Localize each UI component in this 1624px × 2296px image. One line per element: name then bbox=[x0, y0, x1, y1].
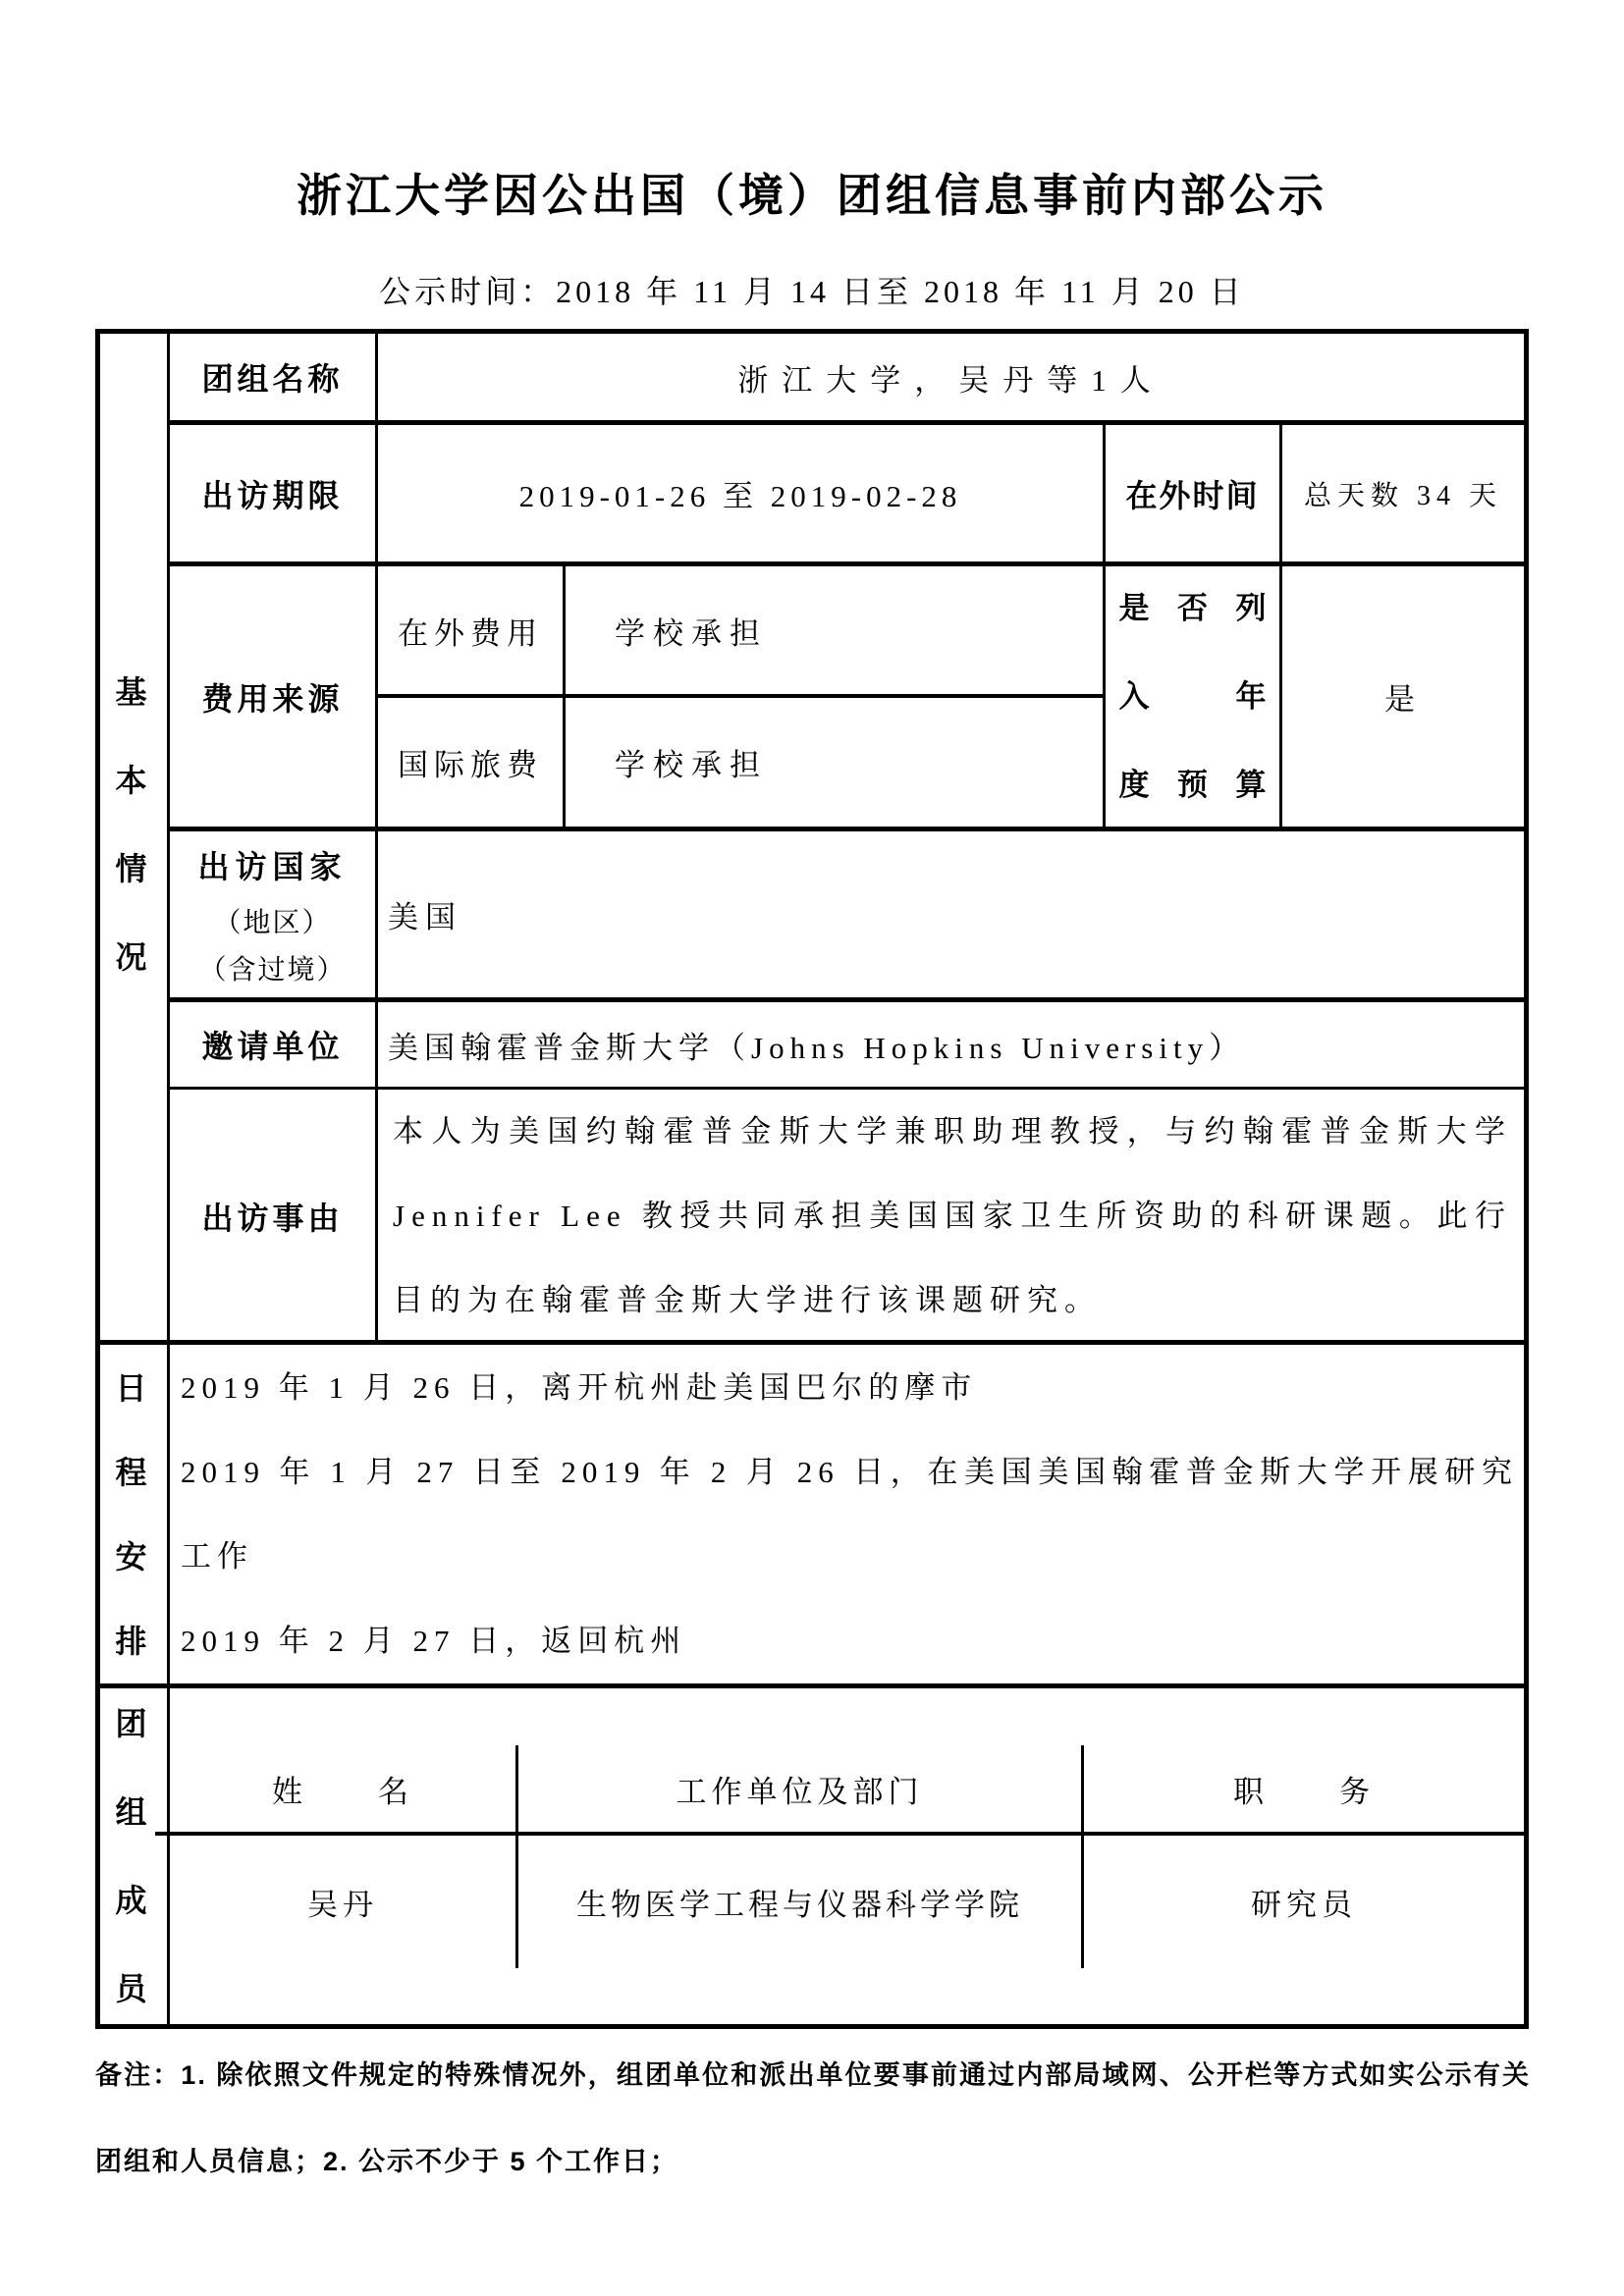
members-header-name: 姓 名 bbox=[272, 1774, 413, 1809]
member-name: 吴丹 bbox=[307, 1888, 378, 1922]
schedule-item: 2019 年 2 月 27 日，返回杭州 bbox=[181, 1623, 687, 1658]
funding-abroad-label: 在外费用 bbox=[398, 615, 543, 651]
members-header-unit: 工作单位及部门 bbox=[676, 1774, 924, 1809]
funding-intl-label: 国际旅费 bbox=[398, 748, 543, 782]
footnote: 备注：1. 除依照文件规定的特殊情况外，组团单位和派出单位要事前通过内部局域网、公开栏等方式如实公示有关团组和人员信息；2. 公示不少于 5 个工作日； bbox=[95, 2060, 1531, 2176]
section-basic-info bbox=[95, 334, 167, 1340]
countries-value: 美国 bbox=[388, 900, 462, 934]
grid-line bbox=[1524, 329, 1529, 2029]
inviter-label: 邀请单位 bbox=[201, 1029, 344, 1064]
section-basic-info-label: 基本情况 bbox=[115, 673, 147, 975]
period-value: 2019-01-26 至 2019-02-28 bbox=[518, 479, 962, 513]
abroad-time-label: 在外时间 bbox=[1125, 477, 1260, 513]
budget-question-line: 度预算 bbox=[1118, 767, 1267, 802]
countries-label bbox=[170, 831, 375, 997]
total-days-value: 总天数 34 天 bbox=[1303, 480, 1502, 511]
purpose-value: 本人为美国约翰霍普金斯大学兼职助理教授，与约翰霍普金斯大学 Jennifer Lee 教授共同承担美国国家卫生所资助的科研课题。此行目的为在翰霍普金斯大学进行该课题研究。 bbox=[393, 1113, 1512, 1317]
countries-label-note1: （地区） bbox=[213, 906, 332, 937]
budget-question bbox=[1106, 566, 1279, 827]
group-name-value: 浙江大学，吴丹等1人 bbox=[737, 362, 1164, 398]
budget-answer: 是 bbox=[1384, 682, 1422, 717]
schedule-item: 2019 年 1 月 27 日至 2019 年 2 月 26 日，在美国美国翰霍普金斯大学开展研究工作 bbox=[181, 1454, 1518, 1574]
funding-intl-value: 学校承担 bbox=[615, 748, 768, 782]
period-label: 出访期限 bbox=[201, 477, 344, 513]
funding-label: 费用来源 bbox=[201, 680, 344, 717]
funding-abroad-value: 学校承担 bbox=[615, 615, 768, 651]
info-table bbox=[95, 329, 1529, 2029]
member-unit: 生物医学工程与仪器科学学院 bbox=[576, 1888, 1023, 1922]
inviter-value: 美国翰霍普金斯大学（Johns Hopkins University） bbox=[388, 1030, 1246, 1065]
budget-question-line: 入年 bbox=[1118, 678, 1267, 714]
publish-time: 公示时间：2018 年 11 月 14 日至 2018 年 11 月 20 日 bbox=[379, 274, 1245, 309]
members-header-title: 职 务 bbox=[1233, 1774, 1375, 1809]
document-title: 浙江大学因公出国（境）团组信息事前内部公示 bbox=[297, 170, 1327, 221]
grid-line bbox=[95, 1683, 1529, 1688]
budget-question-line: 是否列 bbox=[1118, 590, 1267, 625]
schedule-cell bbox=[170, 1345, 1524, 1683]
countries-label-note2: （含过境） bbox=[198, 953, 347, 985]
section-members bbox=[95, 1688, 167, 2024]
member-title: 研究员 bbox=[1251, 1888, 1357, 1922]
countries-label-main: 出访国家 bbox=[197, 848, 348, 884]
purpose-label: 出访事由 bbox=[201, 1200, 344, 1236]
group-name-label: 团组名称 bbox=[201, 361, 344, 397]
section-schedule-label: 日程安排 bbox=[115, 1369, 147, 1659]
purpose-cell bbox=[378, 1092, 1524, 1340]
section-members-label: 团组成员 bbox=[115, 1706, 147, 2006]
grid-line bbox=[95, 2024, 1529, 2029]
schedule-item: 2019 年 1 月 26 日，离开杭州赴美国巴尔的摩市 bbox=[181, 1369, 978, 1405]
section-schedule bbox=[95, 1345, 167, 1683]
